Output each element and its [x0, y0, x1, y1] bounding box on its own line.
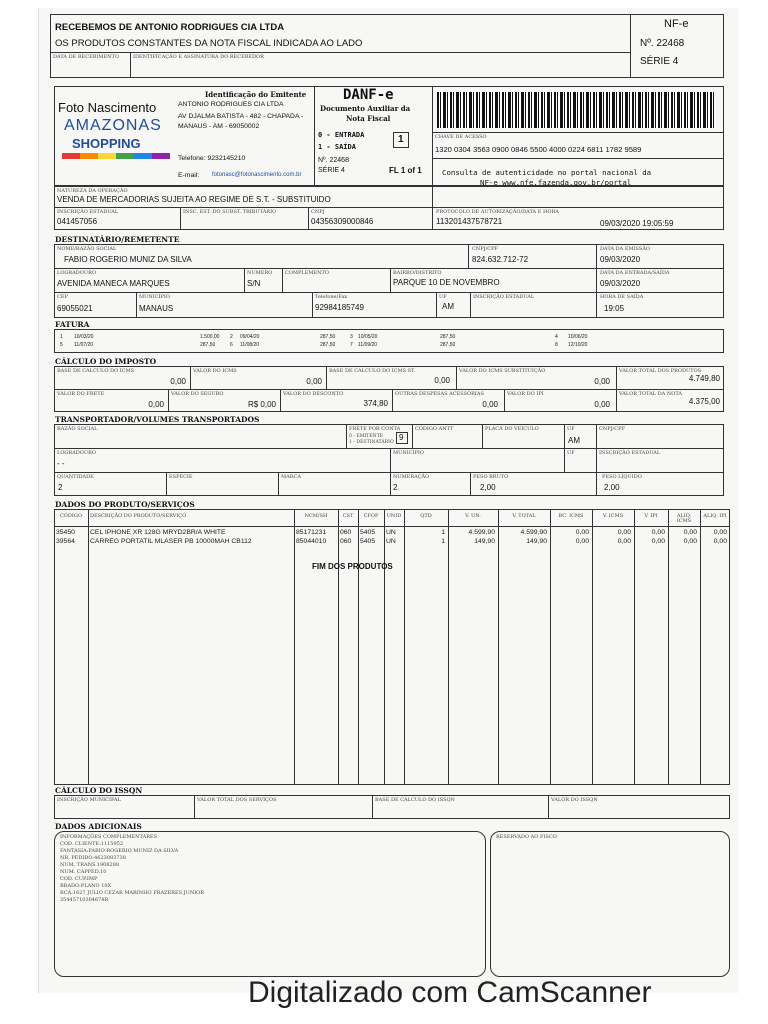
product-cell: 149,90 — [526, 538, 547, 545]
carrier-uf2-label: UF — [567, 450, 575, 456]
additional-info-line: COD. CUP.IMP — [60, 876, 98, 882]
nfe-label: NF-e — [664, 18, 689, 30]
product-cell: 0,00 — [617, 538, 631, 545]
brand-bot: SHOPPING — [72, 136, 141, 151]
freight-mode-value: 9 — [399, 433, 404, 442]
products-line: OS PRODUTOS CONSTANTES DA NOTA FISCAL INDICADA AO LADO — [55, 38, 363, 49]
operation-value: VENDA DE MERCADORIAS SUJEITA AO REGIME DE S.T. - SUBSTITUIDO — [57, 195, 331, 204]
invoice-cell: 8 — [555, 342, 558, 348]
brand-top: Foto Nascimento — [58, 100, 157, 115]
products-section: DADOS DO PRODUTO/SERVIÇOS — [55, 500, 195, 509]
icms-st-label: VALOR DO ICMS SUBSTITUIÇÃO — [459, 368, 546, 374]
receipt-date-label: DATA DE RECEBIMENTO — [53, 54, 119, 60]
invoice-cell: 11/07/20 — [74, 342, 94, 348]
additional-info-line: NR. PEDIDO:4623083738 — [60, 855, 126, 861]
products-header: V. UN. — [465, 513, 481, 519]
complement-label: COMPLEMENTO — [285, 270, 329, 276]
products-header: V. IPI — [644, 513, 658, 519]
received-line: RECEBEMOS DE ANTONIO RODRIGUES CIA LTDA — [55, 22, 285, 33]
freight-value: 0,00 — [148, 400, 164, 409]
numbering-value: 2 — [393, 483, 398, 492]
qty-value: 2 — [58, 483, 63, 492]
invoice-cell: 12/10/20 — [568, 342, 588, 348]
additional-info-line: RCA:1627 JULIO CEZAR MARINHO FRAZERES JUNIOR — [60, 890, 205, 896]
operation-label: NATUREZA DA OPERAÇÃO — [57, 188, 128, 194]
products-column-divider — [294, 509, 295, 785]
danfe-saida: 1 - SAÍDA — [318, 143, 356, 151]
products-column-divider — [338, 509, 339, 785]
danfe-number: Nº. 22468 — [318, 157, 349, 164]
access-key: 1320 0304 3563 0900 0846 5500 4000 0224 6811 1782 9589 — [435, 145, 642, 154]
total-products: 4.749,80 — [688, 374, 720, 383]
additional-section: DADOS ADICIONAIS — [55, 822, 142, 831]
recipient-ie-label: INSCRIÇÃO ESTADUAL — [473, 294, 535, 300]
additional-info-line: COD. CLIENTE:1115952 — [60, 841, 124, 847]
freight-opt0: 0 - EMITENTE — [349, 434, 384, 439]
recipient-name-label: NOME/RAZÃO SOCIAL — [57, 246, 117, 252]
base-icms: 0,00 — [170, 377, 186, 386]
products-header: UNID — [386, 513, 402, 519]
invoice-cell: 10/05/20 — [358, 334, 378, 340]
base-st-label: BASE DE CÁLCULO DO ICMS ST. — [329, 368, 416, 374]
recipient-section: DESTINATÁRIO/REMETENTE — [55, 235, 180, 244]
product-cell: 39564 — [56, 538, 75, 545]
additional-info-line: BRADO:PLANO 10X — [60, 883, 112, 889]
product-cell: 0,00 — [651, 529, 665, 536]
invoice-cell: 3 — [350, 334, 353, 340]
products-column-divider — [358, 509, 359, 785]
uf-value: AM — [442, 302, 454, 311]
product-cell: 0,00 — [575, 529, 589, 536]
product-cell: 0,00 — [683, 538, 697, 545]
issqn-value-label: VALOR DO ISSQN — [551, 797, 598, 803]
ipi-label: VALOR DO IPI — [507, 391, 544, 397]
invoice-cell: 11/08/20 — [240, 342, 260, 348]
additional-info-line: NUM. TRANS.1908288 — [60, 862, 120, 868]
ipi-value: 0,00 — [594, 400, 610, 409]
invoice-cell: 287,50 — [440, 334, 456, 340]
insurance-value: R$ 0,00 — [247, 400, 276, 409]
products-column-divider — [700, 509, 701, 785]
street-number: S/N — [247, 279, 261, 288]
product-cell: 149,90 — [474, 538, 495, 545]
product-cell: CEL IPHONE XR 128G MRYD2BR/A WHITE — [90, 529, 226, 536]
invoice-section: FATURA — [55, 320, 90, 329]
invoice-cell: 5 — [60, 342, 63, 348]
base-icms-label: BASE DE CÁLCULO DO ICMS — [57, 368, 135, 374]
products-column-divider — [550, 509, 551, 785]
products-header: CFOP — [363, 513, 379, 519]
products-header: QTD — [420, 513, 432, 519]
products-column-divider — [634, 509, 635, 785]
danfe-page: FL 1 of 1 — [389, 166, 422, 175]
invoice-cell: 7 — [350, 342, 353, 348]
freight-opt1: 1 - DESTINATÁRIO — [349, 440, 394, 445]
plate-label: PLACA DO VEÍCULO — [485, 426, 539, 432]
exit-date: 09/03/2020 — [600, 279, 641, 288]
carrier-uf-label: UF — [567, 426, 575, 432]
freight-label: VALOR DO FRETE — [57, 391, 105, 397]
brand-label: MARCA — [281, 474, 301, 480]
cnpj-label: CNPJ — [311, 209, 325, 215]
product-cell: 35450 — [56, 529, 75, 536]
invoice-cell: 1 — [60, 334, 63, 340]
qty-label: QUANTIDADE — [57, 474, 94, 480]
products-header: DESCRIÇÃO DO PRODUTO/SERVIÇO — [90, 513, 187, 519]
exit-time-label: HORA DE SAÍDA — [600, 294, 644, 300]
products-header: BC. ICMS — [558, 513, 584, 519]
cep-label: CEP — [57, 294, 68, 300]
cep-value: 69055021 — [57, 304, 93, 313]
emitter-phone: Telefone: 9232145210 — [178, 155, 246, 162]
products-header: CST — [342, 513, 354, 519]
danfe-entrada: 0 - ENTRADA — [318, 131, 365, 139]
products-header: V. TOTAL — [512, 513, 536, 519]
transport-section: TRANSPORTADOR/VOLUMES TRANSPORTADOS — [55, 415, 260, 424]
danfe-title: DANF-e — [343, 87, 394, 103]
transport-block — [54, 424, 724, 496]
city-value: MANAUS — [139, 304, 174, 313]
consult-line2: NF-e www.nfe.fazenda.gov.br/portal — [480, 178, 632, 187]
street-label: LOGRADOURO — [57, 270, 96, 276]
total-value: 4.375,00 — [688, 397, 720, 406]
issqn-section: CÁLCULO DO ISSQN — [55, 786, 143, 795]
icms-st: 0,00 — [594, 377, 610, 386]
invoice-cell: 11/09/20 — [358, 342, 378, 348]
protocol-label: PROTOCOLO DE AUTORIZAÇÃO/DATA E HORA — [436, 209, 559, 215]
products-column-divider — [404, 509, 405, 785]
danfe-subtitle1: Documento Auxiliar da — [320, 104, 411, 113]
products-column-divider — [88, 509, 89, 785]
other-label: OUTRAS DESPESAS ACESSÓRIAS — [395, 391, 484, 397]
product-cell: 0,00 — [575, 538, 589, 545]
district-label: BAIRRO/DISTRITO — [393, 270, 442, 276]
total-label: VALOR TOTAL DA NOTA — [619, 391, 683, 397]
invoice-cell: 10/03/20 — [74, 334, 94, 340]
emitter-email: fotonasc@fotonascimento.com.br — [212, 172, 302, 178]
danfe-serie: SÉRIE 4 — [318, 167, 345, 174]
district-value: PARQUE 10 DE NOVEMBRO — [393, 278, 500, 287]
scanner-watermark: Digitalizado com CamScanner — [248, 976, 652, 1009]
carrier-name-label: RAZÃO SOCIAL — [57, 426, 98, 432]
products-table — [54, 509, 730, 785]
carrier-cnpj-label: CNPJ/CPF — [599, 426, 625, 432]
base-st: 0,00 — [434, 376, 450, 385]
freight-mode-label: FRETE POR CONTA — [349, 426, 401, 432]
danfe-subtitle2: Nota Fiscal — [346, 114, 391, 123]
reserved-box — [490, 831, 730, 977]
product-cell: 0,00 — [713, 529, 727, 536]
invoice-cell: 287,50 — [440, 342, 456, 348]
antt-label: CÓDIGO ANTT — [415, 426, 454, 432]
issqn-im-label: INSCRIÇÃO MUNICIPAL — [57, 797, 121, 803]
invoice-cell: 10/06/20 — [568, 334, 588, 340]
consult-line1: Consulta de autenticidade no portal nacional da — [442, 168, 652, 177]
carrier-uf: AM — [568, 436, 580, 445]
phone-label: Telefone/Fax — [315, 294, 348, 300]
products-header: CÓDIGO — [59, 513, 82, 519]
icms-value: 0,00 — [306, 377, 322, 386]
product-cell: 0,00 — [683, 529, 697, 536]
products-column-divider — [384, 509, 385, 785]
product-cell: 85171231 — [296, 529, 327, 536]
exit-time: 19:05 — [604, 304, 625, 313]
product-cell: UN — [386, 538, 396, 545]
emitter-address1: AV DJALMA BATISTA - 482 - CHAPADA - — [178, 113, 304, 120]
product-cell: 1 — [441, 538, 445, 545]
products-header: ALIQ. IPI — [703, 513, 727, 519]
stub-serie: SÉRIE 4 — [640, 56, 679, 67]
invoice-cell: 287,50 — [200, 342, 216, 348]
discount-label: VALOR DO DESCONTO — [283, 391, 344, 397]
recipient-cpf-label: CNPJ/CPF — [472, 246, 498, 252]
product-cell: 0,00 — [617, 529, 631, 536]
other-value: 0,00 — [482, 400, 498, 409]
invoice-cell: 287,50 — [320, 334, 336, 340]
tax-section: CÁLCULO DO IMPOSTO — [55, 357, 157, 366]
ie-st-label: INSC. EST. DO SUBST. TRIBUTÁRIO — [183, 209, 277, 215]
danfe-type-value: 1 — [398, 134, 404, 145]
ie-label: INSCRIÇÃO ESTADUAL — [57, 209, 119, 215]
issqn-services-label: VALOR TOTAL DOS SERVIÇOS — [197, 797, 277, 803]
product-cell: 0,00 — [713, 538, 727, 545]
gross-weight-label: PESO BRUTO — [473, 474, 509, 480]
products-column-divider — [668, 509, 669, 785]
product-cell: CARREG PORTATIL MLASER PB 10000MAH CB112 — [90, 538, 252, 545]
access-barcode — [437, 92, 715, 128]
species-label: ESPÉCIE — [169, 474, 193, 480]
emission-label: DATA DA EMISSÃO — [600, 246, 651, 252]
total-products-label: VALOR TOTAL DOS PRODUTOS — [619, 368, 702, 374]
carrier-ie-label: INSCRIÇÃO ESTADUAL — [599, 450, 661, 456]
product-cell: 1 — [441, 529, 445, 536]
receipt-signature-label: IDENTIFICAÇÃO E ASSINATURA DO RECEBEDOR — [133, 54, 264, 60]
recipient-name: FABIO ROGERIO MUNIZ DA SILVA — [64, 255, 192, 264]
invoice-cell: 1.500,00 — [200, 334, 220, 340]
product-cell: 4.599,90 — [468, 529, 495, 536]
product-cell: 060 — [340, 538, 352, 545]
product-cell: 85044010 — [296, 538, 327, 545]
invoice-cell: 287,50 — [320, 342, 336, 348]
net-weight: 2,00 — [604, 483, 620, 492]
cnpj-value: 04356309000846 — [311, 217, 374, 226]
carrier-street: - - — [57, 459, 65, 468]
additional-info-line: FANTASIA:FABIO ROGERIO MUNIZ DA SILVA — [60, 848, 179, 854]
brand-stripes — [62, 153, 170, 161]
emitter-name: ANTONIO RODRIGUES CIA LTDA — [178, 101, 284, 108]
products-header: ALIQ. ICMS — [676, 513, 692, 524]
city-label: MUNICÍPIO — [139, 294, 170, 300]
products-column-divider — [498, 509, 499, 785]
reserved-label: RESERVADO AO FISCO — [496, 834, 557, 840]
issqn-base-label: BASE DE CÁLCULO DO ISSQN — [375, 797, 455, 803]
exit-date-label: DATA DA ENTRADA/SAÍDA — [600, 270, 670, 276]
emitter-title: Identificação do Emitente — [205, 90, 307, 99]
product-cell: 4.599,90 — [520, 529, 547, 536]
gross-weight: 2,00 — [480, 483, 496, 492]
product-cell: 5405 — [360, 529, 376, 536]
carrier-city-label: MUNICÍPIO — [393, 450, 424, 456]
invoice-cell: 2 — [230, 334, 233, 340]
street-value: AVENIDA MANECA MARQUES — [57, 279, 170, 288]
stub-number: Nº. 22468 — [640, 38, 685, 49]
products-column-divider — [448, 509, 449, 785]
info-label: INFORMAÇÕES COMPLEMENTARES — [60, 834, 158, 840]
phone-value: 92984185749 — [315, 303, 364, 312]
invoice-cell: 09/04/20 — [240, 334, 260, 340]
product-cell: 5405 — [360, 538, 376, 545]
protocol-date: 09/03/2020 19:05:59 — [600, 219, 674, 228]
ie-value: 041457056 — [57, 217, 98, 226]
emitter-address2: MANAUS - AM - 69050002 — [178, 123, 260, 130]
product-cell: 0,00 — [651, 538, 665, 545]
protocol-value: 113201437578721 — [436, 217, 503, 226]
product-cell: UN — [386, 529, 396, 536]
street-number-label: NUMERO — [247, 270, 273, 276]
additional-info-line: 35445710304678R — [60, 897, 109, 903]
product-cell: 060 — [340, 529, 352, 536]
brand-mid: AMAZONAS — [64, 117, 162, 134]
emitter-email-label: E-mail: — [178, 172, 200, 179]
net-weight-label: PESO LÍQUIDO — [602, 474, 642, 480]
uf-label: UF — [439, 294, 447, 300]
invoice-block — [54, 329, 724, 353]
additional-info-line: NUM. CAPPED.10 — [60, 869, 107, 875]
recipient-cpf: 824.632.712-72 — [472, 255, 529, 264]
invoice-cell: 4 — [555, 334, 558, 340]
numbering-label: NUMERAÇÃO — [393, 474, 430, 480]
icms-label: VALOR DO ICMS — [193, 368, 237, 374]
carrier-street-label: LOGRADOURO — [57, 450, 96, 456]
products-header: NCM/SH — [304, 513, 328, 519]
access-key-label: CHAVE DE ACESSO — [435, 134, 487, 140]
insurance-label: VALOR DO SEGURO — [171, 391, 224, 397]
discount-value: 374,80 — [363, 399, 388, 408]
products-header: V. ICMS — [602, 513, 624, 519]
emission-value: 09/03/2020 — [600, 255, 641, 264]
invoice-cell: 6 — [230, 342, 233, 348]
products-end: FIM DOS PRODUTOS — [312, 562, 393, 571]
products-column-divider — [592, 509, 593, 785]
